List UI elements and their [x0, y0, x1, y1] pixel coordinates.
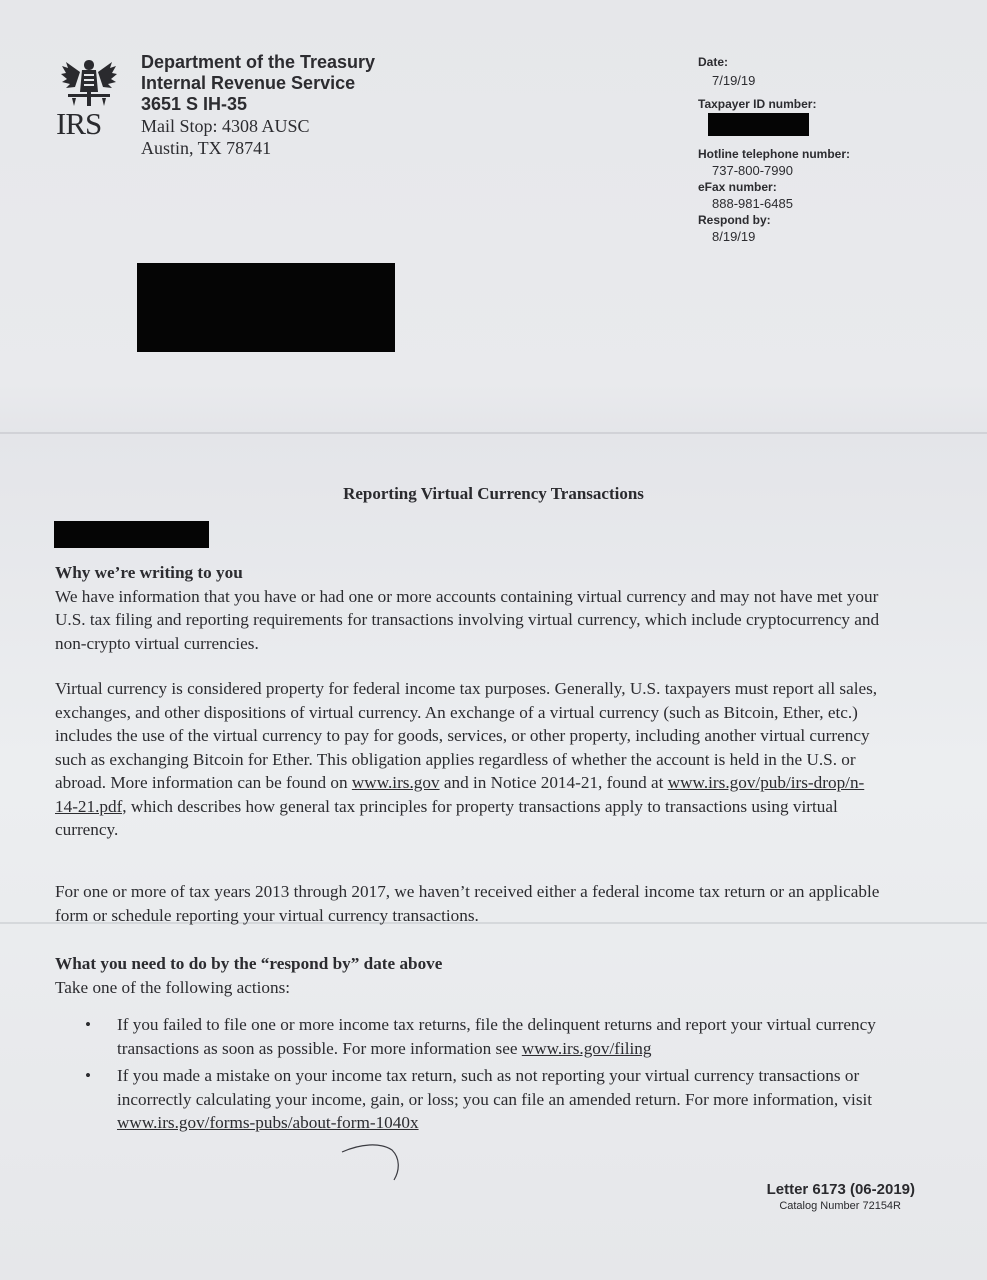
city-state-zip: Austin, TX 78741	[141, 138, 272, 158]
action-list	[55, 1013, 885, 1135]
why-paragraph-1: We have information that you have or had one or more accounts containing virtual currency and may not have met your U.S. tax filing and reporting requirements for transactions involving virtual currency, which include cryptocurrency and non-crypto virtual currencies.	[55, 586, 880, 653]
list-item	[55, 1064, 885, 1135]
todo-intro: Take one of the following actions:	[55, 977, 291, 997]
date-label: Date:	[698, 55, 729, 69]
list-item	[55, 1013, 885, 1060]
hotline-value: 737-800-7990	[712, 163, 793, 178]
bullet: •	[85, 1015, 92, 1034]
why-paragraph-2	[55, 677, 885, 842]
todo-section	[55, 952, 885, 1139]
why-p3-text: For one or more of tax years 2013 through 2017, we haven’t received either a federal income tax return or an applicable form or schedule reporting your virtual currency transactions.	[55, 882, 880, 925]
catalog-number: Catalog Number 72154R	[779, 1200, 901, 1212]
letter-title: Reporting Virtual Currency Transactions	[343, 484, 644, 503]
pen-mark	[340, 1130, 420, 1186]
irs-gov-link[interactable]: www.irs.gov	[351, 773, 440, 792]
letter-meta	[698, 54, 850, 245]
street-address: 3651 S IH-35	[141, 94, 248, 114]
date-value: 7/19/19	[712, 73, 756, 88]
why-p2-text-a: Virtual currency is considered property for federal income tax purposes. Generally, U.S. taxpayers must report all sales, exchanges, and other dispositions of virtual currency. An exchange of a virtual currency (such as Bitcoin, Ether, etc.) includes the use of the virtual currency to pay for goods, services, or other property, including another virtual currency such as exchanging Bitcoin for Ether. This obligation applies regardless of whether the account is held in the U.S. or abroad. More information can be found on	[55, 679, 878, 792]
taxpayer-id-label: Taxpayer ID number:	[698, 97, 817, 111]
bullet: •	[85, 1066, 92, 1085]
why-p2-text-b: and in Notice 2014-21, found at	[439, 773, 668, 792]
letter-footer	[767, 1180, 915, 1213]
paper-fold	[0, 432, 987, 434]
sender-address	[141, 52, 375, 159]
hotline-label: Hotline telephone number:	[698, 147, 851, 161]
letter-number: Letter 6173 (06-2019)	[766, 1181, 915, 1198]
redacted-taxpayer-id	[708, 113, 809, 136]
respond-by-label: Respond by:	[698, 213, 771, 227]
irs-logo-wordmark: IRS	[56, 106, 102, 141]
efax-value: 888-981-6485	[712, 196, 793, 211]
efax-label: eFax number:	[698, 180, 777, 194]
todo-heading: What you need to do by the “respond by” date above	[55, 954, 443, 973]
why-paragraph-3	[55, 880, 885, 927]
form-1040x-link[interactable]: www.irs.gov/forms-pubs/about-form-1040x	[117, 1113, 419, 1132]
mail-stop: Mail Stop: 4308 AUSC	[141, 116, 310, 136]
filing-link[interactable]: www.irs.gov/filing	[521, 1038, 652, 1058]
redacted-salutation	[54, 521, 209, 548]
why-p2-text-c: which describes how general tax principles for property transactions apply to transactions using virtual currency.	[55, 796, 838, 839]
irs-logo	[56, 56, 122, 146]
why-heading: Why we’re writing to you	[55, 563, 243, 582]
notice-2014-21-link[interactable]: www.irs.gov/pub/irs-drop/n-14-21.pdf,	[55, 773, 865, 816]
action2-text: If you made a mistake on your income tax return, such as not reporting your virtual currency transactions or incorrectly calculating your income, gain, or loss; you can file an amended return. For more information, visit	[117, 1066, 873, 1109]
eagle-icon	[60, 56, 118, 108]
why-section	[55, 561, 885, 655]
action1-text: If you failed to file one or more income tax returns, file the delinquent returns and report your virtual currency transactions as soon as possible. For more information see	[117, 1015, 876, 1058]
department-name: Department of the Treasury	[141, 52, 376, 72]
redacted-recipient-address	[137, 263, 395, 352]
respond-by-value: 8/19/19	[712, 229, 756, 244]
agency-name: Internal Revenue Service	[141, 73, 356, 93]
